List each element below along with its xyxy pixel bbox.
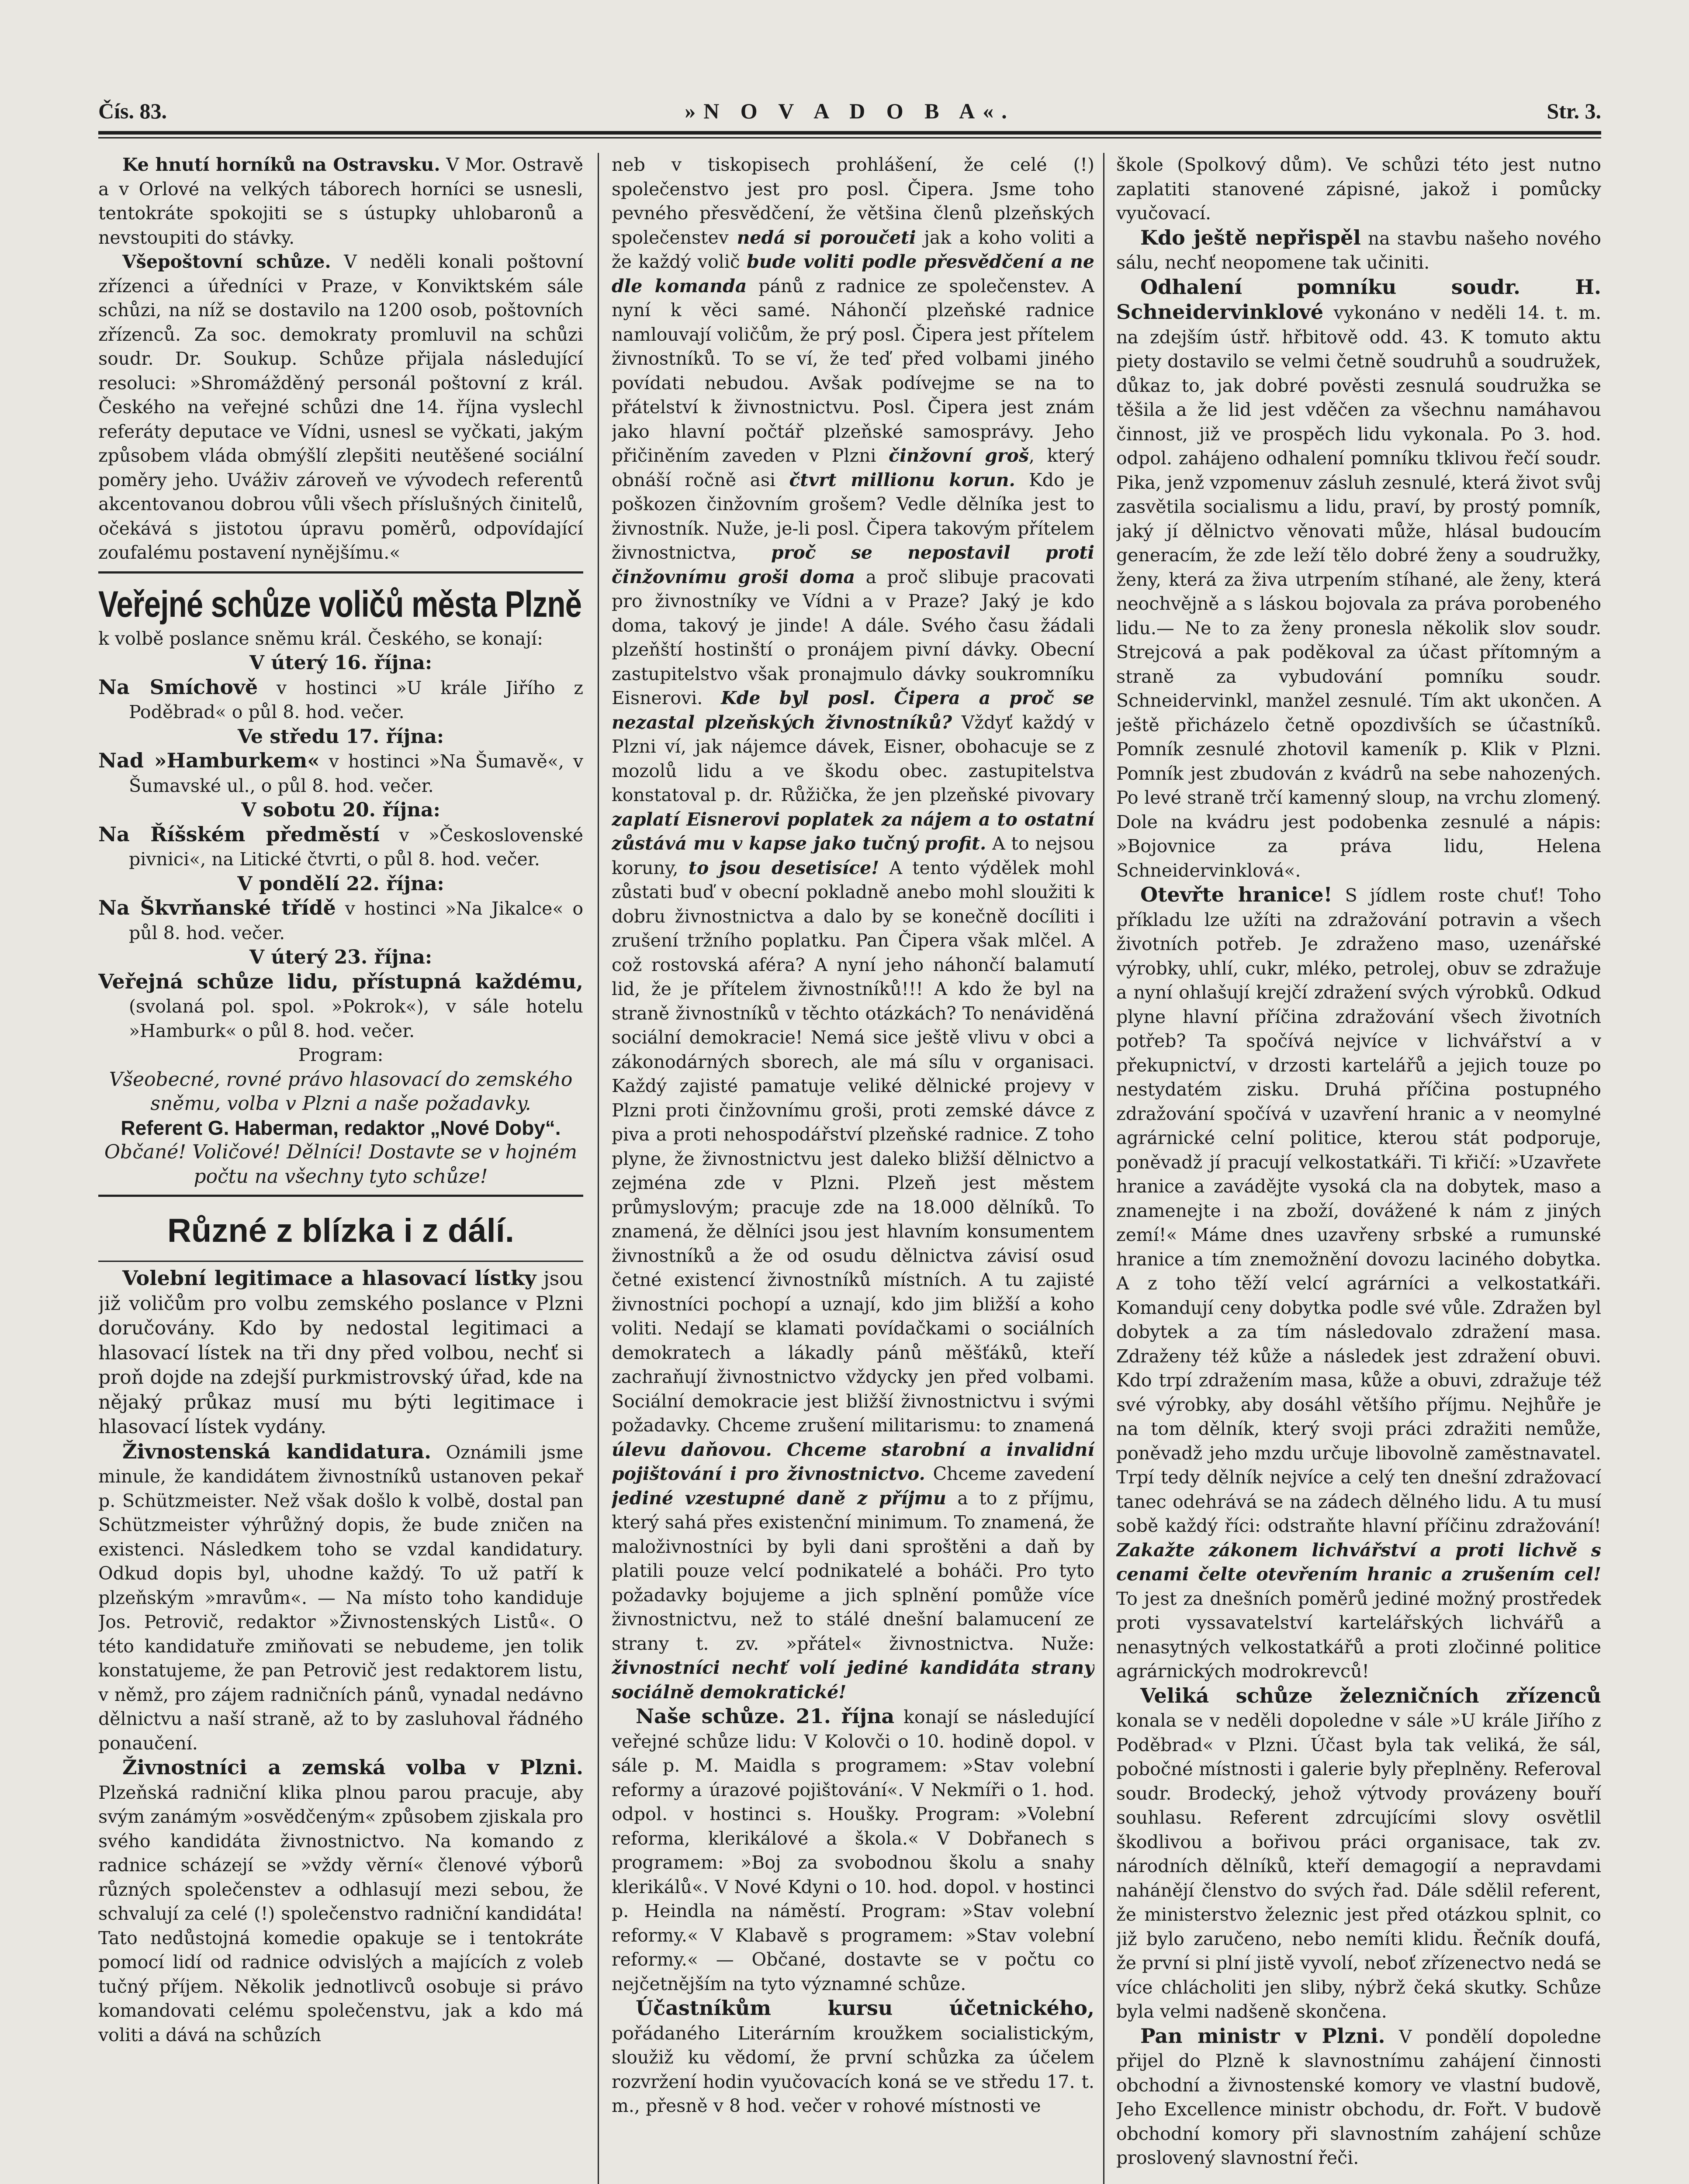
meeting-1-date: V úterý 16. října: — [249, 652, 433, 674]
article-miners — [98, 153, 583, 250]
emphasis: bude voliti podle přesvědčení a ne dle komanda — [612, 251, 1094, 297]
meeting-text: v hostinci »U krále Jiřího z Poděbrad« o půl 8. hod. večer. — [129, 677, 583, 722]
article-tradesmen-continued — [612, 153, 1094, 1704]
text: Kdo je poškozen činžovním grošem? Vedle dělníka jest to živnostník. Nuže, je-li posl. Čipera takovým přítelem živnostnictva, — [612, 469, 1094, 563]
meetings-title: Veřejné schůze voličů města Plzně — [98, 583, 582, 625]
meeting-4-date: V pondělí 22. října: — [237, 872, 444, 895]
meeting-4 — [98, 896, 583, 945]
meeting-2 — [98, 749, 583, 798]
article-text: To jest za dnešních poměrů jediné možný prostředek proti vyssavatelství kartelářských lichvářů a nenasytných velkostatkářů a proti zločinné politice agrárnických modrokrevců! — [1116, 1588, 1601, 1682]
program-text: Všeobecné, rovné právo hlasovací do zemského sněmu, volba v Plzni a naše požadavky. — [109, 1068, 573, 1115]
meeting-place: Na Škvrňanské třídě — [98, 896, 336, 919]
section-title: Různé z blízka i z dálí. — [167, 1212, 514, 1249]
article-heading: Živnostenská kandidatura. — [122, 1439, 432, 1463]
meeting-text: (svolaná pol. spol. »Pokrok«), v sále hotelu »Hamburk« o půl 8. hod. večer. — [129, 996, 583, 1041]
article-minister — [1116, 2024, 1601, 2170]
header-rule-thin — [98, 137, 1601, 138]
emphasis: to jsou desetisíce! — [688, 857, 879, 878]
page-number: Str. 3. — [1547, 99, 1601, 123]
text: a proč slibuje pracovati pro živnostníky ve Vídni a v Praze? Jaký je kdo doma, takový je jinde! A dále. Svého času žádali plzeňští hostinští o pronájem pivní dávky. Obecní zastupitelstvo však pronajmulo dávky soukromníku Eisnerovi. — [612, 566, 1094, 708]
article-heading: Ke hnutí horníků na Ostravsku. — [122, 154, 440, 175]
article-heading: Účastníkům kursu účetnického, — [636, 1996, 1094, 2020]
emphasis: Kde byl posl. Čipera a proč se nezastal plzeňských živnostníků? — [612, 688, 1094, 733]
newspaper-title: »N O V A D O B A«. — [685, 99, 1015, 123]
article-monument — [1116, 275, 1601, 883]
section-rule — [98, 1195, 583, 1197]
program-label: Program: — [298, 1044, 384, 1065]
article-text: konala se v neděli dopoledne v sále »U krále Jiřího z Poděbrad« v Plzni. Účast byla tak veliká, že sál, pobočné místnosti i galerie byly přeplněny. Referoval soudr. Brodecký, jehož výtvody provázeny bouří souhlasu. Referent zdrcujícími slovy osvětlil škodlivou a bořivou práci organisace, tak zv. národních dělníků, kteří demagogií a nepravdami nahánějí členstvo do svých řad. Dále sdělil referent, že ministerstvo železnic jest před otázkou splnit, co již bylo zaručeno, nebo nemíti klidu. Řečník doufá, že první si plní jistě vyvolí, neboť zřízenectvo nedá se více chlácholiti jen sliby, nýbrž čeká skutky. Schůze byla velmi nadšeně skončena. — [1116, 1710, 1601, 2022]
emphasis: činžovní groš — [889, 445, 1029, 466]
column-3 — [1116, 153, 1601, 2184]
emphasis: Zakažte zákonem lichvářství a proti lichvě s cenami čelte otevřením hranic a zrušením cel! — [1116, 1539, 1601, 1585]
article-heading: Volební legitimace a hlasovací lístky — [122, 1266, 536, 1290]
article-text: jsou již voličům pro volbu zemského poslance v Plzni doručovány. Kdo by nedostal legitimaci a hlasovací lístek na tři dny před volbou, nechť si proň dojde na zdejší purkmistrovský úřad, kde na nějaký průkaz musí mu býti legitimace i hlasovací lístek vydány. — [98, 1268, 583, 1438]
appeal: Občané! Voličové! Dělníci! Dostavte se v hojném počtu na všechny tyto schůze! — [104, 1141, 578, 1188]
text: a to z příjmu, který sahá přes existenční minimum. To znamená, že maloživnostníci by byli dani sproštěni a daň by platili pouze velcí podnikatelé a boháči. Pro tyto požadavky bojujeme a jich splnění pomůže více živnostnictvu, než to stálé dnešní balamucení ze strany t. zv. »přátel« živnostnictva. Nuže: — [612, 1487, 1094, 1654]
meeting-3 — [98, 822, 583, 872]
meeting-2-date: Ve středu 17. října: — [237, 725, 444, 748]
article-text: konají se následující veřejné schůze lidu: V Kolovči o 10. hodině dopol. v sále p. M. Maidla s programem: »Stav volební reformy a úrazové pojištování«. V Nekmíři o 1. hod. odpol. v hostinci s. Houšky. Program: »Volební reforma, klerikálové a škola.« V Dobřanech s programem: »Boj za svobodnou školu a snahy klerikálů«. V Nové Kdyni o 10. hod. dopol. v hostinci p. Heindla na náměstí. Program: »Stav volební reformy.« V Klabavě s programem: »Stav volební reformy.« — Občané, dostavte se v počtu co nejčetnějším na tyto významné schůze. — [612, 1707, 1094, 1994]
meeting-text: v »Československé pivnici«, na Litické čtvrti, o půl 8. hod. večer. — [129, 824, 583, 870]
emphasis: úlevu daňovou. Chceme starobní a invalidní pojištování i pro živnostnictvo. — [612, 1439, 1094, 1484]
emphasis: čtvrt millionu korun. — [789, 469, 1015, 491]
column-1 — [98, 153, 583, 2184]
article-open-borders — [1116, 883, 1601, 1684]
page-header — [98, 94, 1601, 133]
text: Chceme zavedení — [925, 1463, 1094, 1484]
emphasis: zaplatí Eisnerovi poplatek za nájem a to ostatní zůstává mu v kapse jako tučný profit. — [612, 809, 1094, 854]
meeting-text: v hostinci »Na Jikalce« o půl 8. hod. večer. — [129, 898, 583, 943]
article-railway-meeting — [1116, 1684, 1601, 2024]
meeting-text: v hostinci »Na Šumavě«, v Šumavské ul., o půl 8. hod. večer. — [129, 751, 583, 796]
header-rule — [98, 131, 1601, 135]
article-heading: Živnostníci a zemská volba v Plzni. — [122, 1755, 583, 1779]
emphasis: nedá si poroučeti — [737, 227, 916, 248]
article-heading: Kdo ještě nepřispěl — [1140, 225, 1361, 249]
meeting-place: Veřejná schůze lidu, přístupná každému, — [98, 969, 583, 993]
text: Vždyť každý v Plzni ví, jak nájemce dávek, Eisner, obohacuje se z mozolů lidu a ve škodu obec. zastupitelstva konstatoval p. dr. Růžička, že jen plzeňské pivovary — [612, 712, 1094, 805]
meeting-5 — [98, 970, 583, 1044]
column-divider-2 — [1103, 153, 1104, 2184]
article-text: V Mor. Ostravě a v Orlové na velkých táborech horníci se usnesli, tentokráte spokojiti se s ústupky uhlobaronů a nevstoupiti do stávky. — [98, 154, 583, 248]
article-heading: Pan ministr v Plzni. — [1140, 2024, 1385, 2048]
article-heading: Odhalení pomníku soudr. H. Schneidervinklové — [1116, 275, 1601, 324]
article-text: vykonáno v neděli 14. t. m. na zdejším ústř. hřbitově odd. 43. K tomuto aktu piety dostavilo se velmi četně soudruhů a soudružek, důkaz to, jak dobré pověsti zesnulá soudružka se těšila a že lid jest vděčen za všechnu namáhavou činnost, již ve prospěch lidu vykonala. Po 3. hod. odpol. zahájeno odhalení pomníku tklivou řečí soudr. Pika, jenž vzpomenuv zásluh zesnulé, která život svůj zasvětila socialismu a lidu, praví, by prostý pomník, jaký jí dělnictvo věnovati může, hlásal budoucím generacím, že zde leží tělo dobré ženy a soudružky, ženy, která za živa utrpením stíhané, ale ženy, která neochvějně a s láskou bojovala za práva porobeného lidu.— Ne to za ženy pronesla několik slov soudr. Strejcová a pak poděkoval za účast přítomným a straně za vybudování pomníku soudr. Schneidervinkl, manžel zesnulé. Tím akt ukončen. A ještě přicházelo četně opozdivších se účastníků. Pomník zesnulé zhotovil kameník p. Klik v Plzni. Pomník jest zbudován z kvádrů na sebe nahozených. Po levé straně trčí kamenný sloup, na vrchu zlomený. Dole na kvádru jest podobenka zesnulé a nápis: »Bojovnice za práva lidu, Helena Schneidervinklová«. — [1116, 302, 1601, 881]
article-new-hall — [1116, 226, 1601, 275]
text: pánů z radnice ze společenstev. A nyní k věci samé. Náhončí plzeňské radnice namlouvají voličům, že prý posl. Čipera jest přítelem živnostníků. To se ví, že teď před volbami jiného povídati nebudou. Avšak podívejme se na to přátelství k živnostnictvu. Posl. Čipera jest znám jako hlavní počtář plzeňské samosprávy. Jeho přičiněním zaveden v Plzni — [612, 275, 1094, 466]
article-text: V pondělí dopoledne přijel do Plzně k slavnostnímu zahájení činnosti obchodní a živnostenské komory ve vlastní budově, Jeho Excellence ministr obchodu, dr. Fořt. V budově obchodní komory při slavnostním zahájení schůze proslovený slavnostní řeči. — [1116, 2026, 1601, 2168]
emphasis: živnostníci nechť volí jediné kandidáta strany sociálně demokratické! — [612, 1657, 1094, 1703]
article-heading: Všepoštovní schůze. — [122, 251, 331, 272]
article-trade-candidacy — [98, 1440, 583, 1756]
meeting-place: Nad »Hamburkem« — [98, 749, 320, 772]
article-text: pořádaného Literárním kroužkem socialistickým, sloužiž ku vědomí, že první schůzka za účelem rozvržení hodin vyučovacích koná se ve středu 17. t. m., přesně v 8 hod. večer v rohové místnosti ve — [612, 2022, 1094, 2116]
article-course-continued: škole (Spolkový dům). Ve schůzi této jest nutno zaplatiti stanovené zápisné, jakož i pomůcky vyučovací. — [1116, 154, 1601, 224]
text: A to nejsou koruny, — [612, 833, 1094, 878]
emphasis: proč se nepostavil proti činžovnímu groši doma — [612, 542, 1094, 587]
meeting-3-date: V sobotu 20. října: — [241, 799, 440, 821]
article-heading: Veliká schůze železničních zřízenců — [1140, 1683, 1601, 1707]
meeting-place: Na Říšském předměstí — [98, 822, 380, 846]
article-voting-cards — [98, 1266, 583, 1440]
referent: Referent G. Haberman, redaktor „Nové Doby“. — [121, 1116, 561, 1139]
text: , který obnáší ročně asi — [612, 445, 1094, 491]
section-rule-thin — [98, 1261, 583, 1262]
article-heading: Naše schůze. 21. října — [636, 1704, 895, 1728]
article-our-meetings — [612, 1704, 1094, 1996]
article-heading: Otevřte hranice! — [1140, 883, 1333, 906]
article-accounting-course — [612, 1996, 1094, 2118]
text: A tento výdělek mohl zůstati buď v obecní pokladně anebo mohl sloužiti k dobru živnostnictva a dalo by se konečně docíliti i zrušení tržního poplatku. Pan Čipera však mlčel. A což rostovská aféra? A nyní jeho náhončí balamutí lid, že je přítelem živnostníků!!! A kdo že byl na straně živnostníků v těchto otázkách? To nenáviděná sociální demokracie! Nemá sice ještě vlivu v obci a zákonodárných sborech, ale má sílu v organisaci. Každý zajisté pamatuje veliké dělnické projevy v Plzni proti činžovnímu groši, proti zemské dávce z piva a proti nehospodářství plzeňské radnice. Z toho plyne, že živnostnictvu jest daleko bližší dělnictvo a zejména zde v Plzni. Plzeň jest městem průmyslovým; pracuje zde na 18.000 dělníků. To znamená, že dělníci jsou jest hlavním konsumentem živnostníků a že od osudu dělnictva závisí osud četné existencí živnostníků místních. A tu zajisté živnostníci pochopí a uznají, kdo jim bližší a koho voliti. Nedají se klamati povídačkami o sociálních demokratech a lákadly pánů měšťáků, kteří zachraňují živnostnictvo vždycky jen před volbami. Sociální demokracie jest bližší živnostnictvu i svými požadavky. Chceme zrušení militarismu: to znamená — [612, 857, 1094, 1436]
article-text: na stavbu našeho nového sálu, nechť neopomene tak učiniti. — [1116, 228, 1601, 273]
article-text: V neděli konali poštovní zřízenci a úředníci v Praze, v Konviktském sále schůzi, na níž se dostavilo na 1200 osob, poštovních zřízenců. Za soc. demokraty promluvil na schůzi soudr. Dr. Soukup. Schůze přijala následující resoluci: »Shromážděný personál poštovní z král. Českého na veřejné schůzi dne 14. října vyslechl referáty deputace ve Vídni, usnesl se vyčkati, jakým způsobem vláda obmýšlí zlepšiti neutěšené sociální poměry jeho. Uváživ zároveň ve vývodech referentů akcentovanou dobrou vůli všech příslušných činitelů, očekává s jistotou úpravu poměrů, odpovídající zoufalému postavení nynějšímu.« — [98, 251, 583, 563]
article-text: S jídlem roste chuť! Toho příkladu lze užíti na zdražování potravin a všech životních potřeb. Je zdraženo maso, uzenářské výrobky, uhlí, cukr, mléko, petrolej, obuv se zdražuje a nyní ohlašují krejčí zdražení svých výrobků. Odkud plyne hlavní příčina zdražování všech životních potřeb? Ta spočívá nejvíce v lichvářství a v překupnictví, v drzosti kartelářů a jejich touze po nestydatém zisku. Druhá příčina postupného zdražování spočívá v uzavření hranic a v neomylné agrárnické celní politice, kterou stát podporuje, poněvadž jí pracují velkostatkáři. Ti křičí: »Uzavřete hranice a zavádějte vysoká cla na dobytek, maso a znamenejte i na zboží, dovážené k nám z jiných zemí!« Máme dnes uzavřeny srbské a rumunské hranice a tím znemožnění dovozu laciného dobytka. A z toho těží velcí agrárníci a velkostatkáři. Komandují ceny dobytka podle své vůle. Zdražen byl dobytek a za tím následovalo zdražení masa. Zdraženy též kůže a následek jest zdražení obuvi. Kdo trpí zdražením masa, kůže a obuvi, zdražuje též své výrobky, aby dosáhl většího příjmu. Nejhůře je na tom dělník, který svoji práci zdražiti nemůže, poněvadž jeho mzdu určuje libovolně zaměstnavatel. Trpí tedy dělník nejvíce a celý ten dnešní zdražovací tanec odehrává se na zádech dělného lidu. A tu musí sobě každý říci: odstraňte hlavní příčinu zdražování! — [1116, 885, 1601, 1536]
meeting-place: Na Smíchově — [98, 675, 258, 699]
column-2 — [612, 153, 1094, 2184]
text: jak a koho voliti a že každý volič — [612, 227, 1094, 272]
issue-number: Čís. 83. — [98, 99, 167, 123]
meeting-5-date: V úterý 23. října: — [249, 946, 433, 968]
column-divider-1 — [598, 153, 599, 2184]
text: neb v tiskopisech prohlášení, že celé (!) společenstvo jest pro posl. Čipera. Jsme toho pevného přesvědčení, že většina členů plzeňských společenstev — [612, 154, 1094, 248]
article-postal-meeting — [98, 250, 583, 565]
emphasis: jediné vzestupné daně z příjmu — [612, 1487, 946, 1509]
meeting-1 — [98, 675, 583, 725]
meetings-intro: k volbě poslance sněmu král. Českého, se konají: — [98, 628, 543, 649]
article-text: Oznámili jsme minule, že kandidátem živnostníků ustanoven pekař p. Schützmeister. Než však došlo k volbě, dostal pan Schützmeister výhrůžný dopis, že bude zničen na existenci. Následkem toho se vzdal kandidatury. Odkud dopis byl, uhodne každý. To už patří k plzeňským »mravům«. — Na místo toho kandiduje Jos. Petrovič, redaktor »Živnostenských Listů«. O této kandidatuře zmiňovati se nebudeme, jen tolik konstatujeme, že pan Petrovič jest redaktorem listu, v němž, pro zájem radničních pánů, vynadal nedávno dělnictvu a naší straně, až to by zasluhoval řádného ponaučení. — [98, 1441, 583, 1754]
section-rule — [98, 571, 583, 574]
article-tradesmen — [98, 1755, 583, 2047]
article-text: Plzeňská radniční klika plnou parou pracuje, aby svým zanámým »osvědčeným« způsobem zjiskala pro svého kandidáta živnostnictvo. Na komando z radnice scházejí se »vždy věrní« členové výborů různých společenstev a odhlasují mezi sebou, že schvalují za celé (!) společenstvo radniční kandidáta! Tato nedůstojná komedie opakuje se i tentokráte pomocí lidí od radnice odvislých a majících z voleb tučný příjem. Několik jednotlivců osobuje si právo komandovati celému společenstvu, jak a kdo má voliti a dává na schůzích — [98, 1782, 583, 2046]
